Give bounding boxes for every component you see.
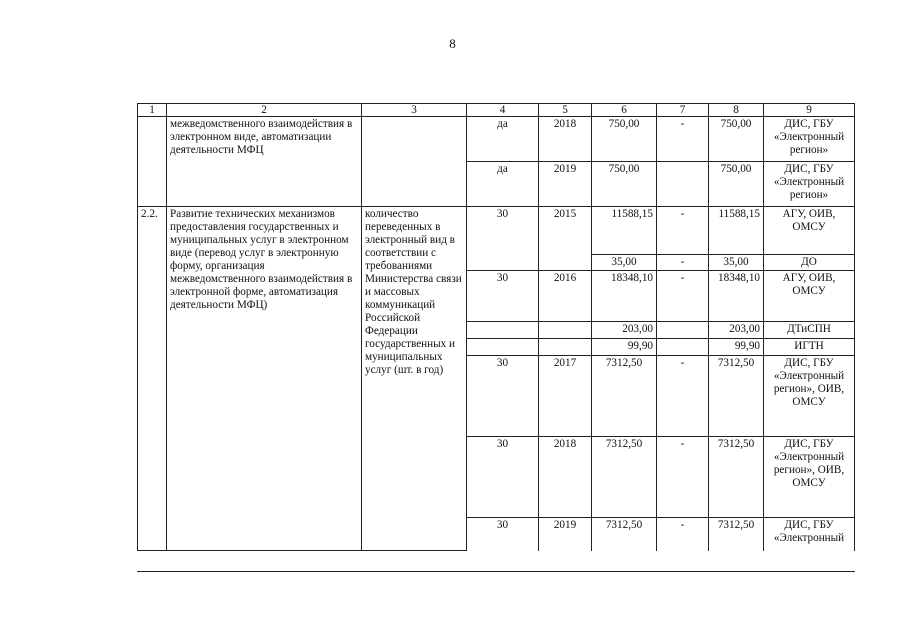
regional-amount-cell: 750,00 — [709, 162, 764, 207]
indicator-value-cell: 30 — [467, 356, 539, 437]
regional-amount-cell: 750,00 — [709, 117, 764, 162]
total-amount-cell: 750,00 — [592, 117, 657, 162]
total-amount-cell: 203,00 — [592, 322, 657, 339]
item-description-cell: Развитие технических механизмов предоставления государственных и муниципальных услуг в электронном виде (перевод услуг в электронную форму, организация межведомственного взаимодействия в электронной форме, автоматизация деятельности МФЦ) — [167, 207, 362, 551]
header-col-4: 4 — [467, 104, 539, 117]
responsible-cell: АГУ, ОИВ, ОМСУ — [764, 207, 855, 255]
indicator-value-cell — [467, 339, 539, 356]
total-amount-cell: 11588,15 — [592, 207, 657, 255]
table-row — [138, 117, 855, 162]
total-amount-cell: 99,90 — [592, 339, 657, 356]
federal-amount-cell: - — [657, 271, 709, 322]
indicator-value-cell — [467, 322, 539, 339]
regional-amount-cell: 203,00 — [709, 322, 764, 339]
header-col-2: 2 — [167, 104, 362, 117]
total-amount-cell: 750,00 — [592, 162, 657, 207]
regional-amount-cell: 99,90 — [709, 339, 764, 356]
year-cell: 2018 — [539, 437, 592, 518]
federal-amount-cell — [657, 339, 709, 356]
federal-amount-cell: - — [657, 356, 709, 437]
year-cell: 2015 — [539, 207, 592, 271]
federal-amount-cell: - — [657, 437, 709, 518]
indicator-cell: количество переведенных в электронный вид в соответствии с требованиями Министерства связи и массовых коммуникаций Российской Федерации государственных и муниципальных услуг (шт. в год) — [362, 207, 467, 551]
responsible-cell: ДИС, ГБУ «Электронный регион», ОИВ, ОМСУ — [764, 437, 855, 518]
year-cell: 2019 — [539, 162, 592, 207]
header-col-7: 7 — [657, 104, 709, 117]
indicator-value-cell: 30 — [467, 271, 539, 322]
total-amount-cell: 35,00 — [592, 255, 657, 271]
indicator-value-cell: 30 — [467, 207, 539, 271]
total-amount-cell: 7312,50 — [592, 437, 657, 518]
federal-amount-cell: - — [657, 518, 709, 551]
item-number-cell — [138, 117, 167, 207]
year-cell — [539, 339, 592, 356]
year-cell: 2017 — [539, 356, 592, 437]
header-col-3: 3 — [362, 104, 467, 117]
item-description-cell: межведомственного взаимодействия в электронном виде, автоматизации деятельности МФЦ — [167, 117, 362, 207]
table-row — [138, 207, 855, 255]
regional-amount-cell: 7312,50 — [709, 356, 764, 437]
federal-amount-cell — [657, 162, 709, 207]
header-col-9: 9 — [764, 104, 855, 117]
responsible-cell: ДИС, ГБУ «Электронный регион», ОИВ, ОМСУ — [764, 356, 855, 437]
responsible-cell: ДИС, ГБУ «Электронный регион» — [764, 117, 855, 162]
responsible-cell: ИГТН — [764, 339, 855, 356]
item-number-cell: 2.2. — [138, 207, 167, 551]
header-col-5: 5 — [539, 104, 592, 117]
header-col-1: 1 — [138, 104, 167, 117]
header-col-8: 8 — [709, 104, 764, 117]
regional-amount-cell: 35,00 — [709, 255, 764, 271]
indicator-value-cell: 30 — [467, 437, 539, 518]
federal-amount-cell: - — [657, 117, 709, 162]
indicator-value-cell: 30 — [467, 518, 539, 551]
federal-amount-cell: - — [657, 255, 709, 271]
year-cell: 2019 — [539, 518, 592, 551]
program-table — [137, 103, 855, 551]
responsible-cell: АГУ, ОИВ, ОМСУ — [764, 271, 855, 322]
year-cell: 2016 — [539, 271, 592, 322]
regional-amount-cell: 11588,15 — [709, 207, 764, 255]
total-amount-cell: 18348,10 — [592, 271, 657, 322]
federal-amount-cell: - — [657, 207, 709, 255]
regional-amount-cell: 18348,10 — [709, 271, 764, 322]
regional-amount-cell: 7312,50 — [709, 518, 764, 551]
regional-amount-cell: 7312,50 — [709, 437, 764, 518]
header-row — [138, 104, 855, 117]
page-bottom-rule — [137, 571, 855, 572]
page-number: 8 — [449, 36, 456, 51]
responsible-cell: ДТиСПН — [764, 322, 855, 339]
total-amount-cell: 7312,50 — [592, 518, 657, 551]
indicator-value-cell: да — [467, 162, 539, 207]
year-cell — [539, 322, 592, 339]
total-amount-cell: 7312,50 — [592, 356, 657, 437]
responsible-cell: ДИС, ГБУ «Электронный — [764, 518, 855, 551]
year-cell: 2018 — [539, 117, 592, 162]
responsible-cell: ДИС, ГБУ «Электронный регион» — [764, 162, 855, 207]
header-col-6: 6 — [592, 104, 657, 117]
federal-amount-cell — [657, 322, 709, 339]
indicator-cell — [362, 117, 467, 207]
responsible-cell: ДО — [764, 255, 855, 271]
indicator-value-cell: да — [467, 117, 539, 162]
